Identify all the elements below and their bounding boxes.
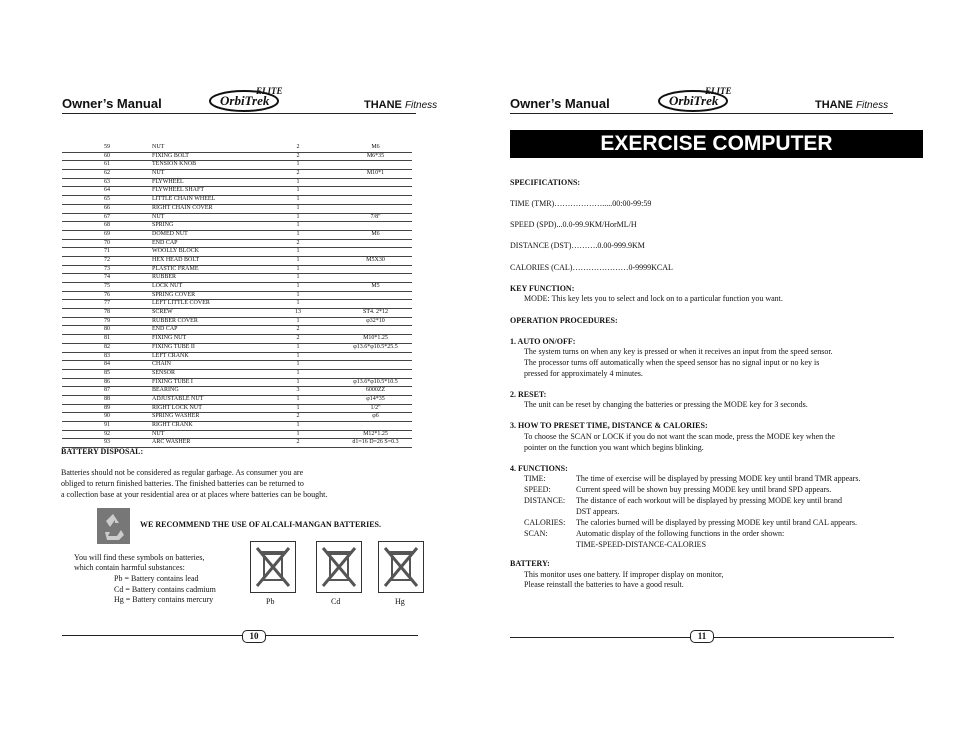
battery-text-2: obliged to return finished batteries. The finished batteries can be returned to <box>61 479 304 488</box>
parts-cell-name: FIXING BOLT <box>152 152 189 159</box>
parts-cell-no: 61 <box>104 161 110 168</box>
header-rule <box>62 113 416 114</box>
parts-cell-no: 69 <box>104 230 110 237</box>
parts-cell-name: LEFT CRANK <box>152 352 189 359</box>
table-row <box>62 318 412 327</box>
parts-cell-qty: 13 <box>295 309 301 316</box>
function-text: Current speed will be shown buy pressing MODE key until brand SPD appears. <box>576 485 832 494</box>
parts-cell-no: 92 <box>104 430 110 437</box>
header-rule <box>510 113 893 114</box>
parts-cell-spec: M12*1.25 <box>363 430 388 437</box>
parts-cell-spec: M10*1 <box>366 170 385 177</box>
function-label: TIME: <box>524 474 546 483</box>
battery-heading: BATTERY: <box>510 559 550 568</box>
parts-cell-name: END CAP <box>152 239 178 246</box>
table-row <box>62 170 412 179</box>
parts-cell-spec: M6*35 <box>366 152 385 159</box>
parts-cell-spec: 7/8" <box>370 213 381 220</box>
battery-disposal-heading: BATTERY DISPOSAL: <box>61 447 144 456</box>
table-row <box>62 231 412 240</box>
parts-cell-no: 62 <box>104 170 110 177</box>
table-row <box>62 370 412 379</box>
parts-cell-no: 74 <box>104 274 110 281</box>
table-row <box>62 405 412 414</box>
functions-list <box>524 473 860 550</box>
parts-cell-no: 71 <box>104 248 110 255</box>
parts-cell-no: 87 <box>104 387 110 394</box>
parts-cell-name: WOOLLY BLOCK <box>152 248 200 255</box>
parts-cell-qty: 2 <box>296 439 300 446</box>
parts-cell-name: NUT <box>152 144 165 150</box>
table-row <box>62 396 412 405</box>
parts-cell-spec <box>339 300 412 308</box>
parts-cell-spec: φ13.6*φ10.5*10.5 <box>353 378 398 385</box>
battery-text-1: This monitor uses one battery. If improper display on monitor, <box>524 570 724 579</box>
table-row <box>62 326 412 335</box>
parts-cell-no: 84 <box>104 361 110 368</box>
parts-cell-spec: 1/2" <box>370 404 381 411</box>
parts-cell-name: FIXING TUBE II <box>152 343 195 350</box>
symbols-text-1: You will find these symbols on batteries, <box>74 553 205 562</box>
crossed-bin-icon <box>250 541 296 593</box>
function-text: TIME-SPEED-DISTANCE-CALORIES <box>576 540 707 549</box>
auto-heading: 1. AUTO ON/OFF: <box>510 337 576 346</box>
parts-cell-spec <box>339 353 412 361</box>
table-row <box>62 214 412 223</box>
parts-cell-qty: 3 <box>296 387 300 394</box>
parts-cell-qty: 1 <box>296 161 300 168</box>
table-row <box>62 161 412 170</box>
parts-cell-spec <box>339 370 412 378</box>
preset-heading: 3. HOW TO PRESET TIME, DISTANCE & CALORIES: <box>510 421 708 430</box>
orbitrek-logo-icon <box>657 84 745 114</box>
parts-cell-no: 82 <box>104 343 110 350</box>
parts-cell-spec: φ13.6*φ10.5*25.5 <box>353 343 398 350</box>
parts-cell-name: NUT <box>152 170 165 177</box>
parts-cell-name: TENSION KNOB <box>152 161 197 168</box>
function-text: The time of exercise will be displayed by pressing MODE key until brand TMR appears. <box>576 474 861 483</box>
parts-cell-qty: 1 <box>296 343 300 350</box>
parts-cell-name: RIGHT CHAIN COVER <box>152 204 213 211</box>
table-row <box>62 422 412 431</box>
parts-cell-name: FIXING TUBE I <box>152 378 193 385</box>
table-row <box>62 361 412 370</box>
parts-cell-spec <box>339 361 412 369</box>
svg-text:ELITE: ELITE <box>256 86 283 96</box>
parts-cell-qty: 2 <box>296 335 300 342</box>
pb-line: Pb = Battery contains lead <box>114 574 199 583</box>
parts-cell-qty: 1 <box>296 265 300 272</box>
parts-cell-qty: 1 <box>296 291 300 298</box>
parts-cell-no: 78 <box>104 309 110 316</box>
parts-cell-qty: 1 <box>296 213 300 220</box>
function-item <box>524 484 860 495</box>
preset-text-2: pointer on the function you want which begins blinking. <box>524 443 704 452</box>
parts-cell-name: END CAP <box>152 326 178 333</box>
battery-text-2: Please reinstall the batteries to have a good result. <box>524 580 684 589</box>
table-row <box>62 153 412 162</box>
parts-cell-spec <box>339 196 412 204</box>
parts-cell-qty: 1 <box>296 369 300 376</box>
parts-cell-name: CHAIN <box>152 361 171 368</box>
battery-text-3: a collection base at your residential area or at places where batteries can be bought. <box>61 490 328 499</box>
parts-cell-no: 76 <box>104 291 110 298</box>
parts-cell-spec: M5X30 <box>366 256 385 263</box>
table-row <box>62 431 412 440</box>
recycle-icon <box>97 508 130 544</box>
parts-cell-qty: 1 <box>296 300 300 307</box>
reset-heading: 2. RESET: <box>510 390 547 399</box>
bin-label-hg: Hg <box>395 597 405 606</box>
table-row <box>62 300 412 309</box>
parts-cell-qty: 1 <box>296 422 300 428</box>
bin-label-pb: Pb <box>266 597 275 606</box>
spec-calories: CALORIES (CAL)…………………0-9999KCAL <box>510 263 673 272</box>
functions-heading: 4. FUNCTIONS: <box>510 464 568 473</box>
page-title: EXERCISE COMPUTER <box>510 130 923 158</box>
parts-cell-spec: M6 <box>371 144 380 150</box>
table-row <box>62 413 412 422</box>
parts-cell-no: 91 <box>104 422 110 428</box>
parts-cell-spec: φ6 <box>372 413 379 420</box>
table-row <box>62 248 412 257</box>
bin-label-cd: Cd <box>331 597 341 606</box>
recommend-text: WE RECOMMEND THE USE OF ALCALI-MANGAN BATTERIES. <box>140 520 381 529</box>
parts-cell-spec <box>339 326 412 334</box>
parts-table <box>62 144 412 448</box>
parts-cell-spec <box>339 205 412 213</box>
auto-text-2: The processor turns off automatically when the speed sensor has no signal input or no key is <box>524 358 820 367</box>
parts-cell-name: PLASTIC FRAME <box>152 265 199 272</box>
parts-cell-no: 90 <box>104 413 110 420</box>
function-text: The distance of each workout will be displayed by pressing MODE key until brand <box>576 496 842 505</box>
parts-cell-name: LITTLE CHAIN WHEEL <box>152 196 216 203</box>
parts-cell-qty: 1 <box>296 378 300 385</box>
table-row <box>62 222 412 231</box>
orbitrek-logo-icon <box>208 84 296 114</box>
table-row <box>62 266 412 275</box>
hg-line: Hg = Battery contains mercury <box>114 595 214 604</box>
parts-cell-name: DOMED NUT <box>152 230 188 237</box>
page-number: 11 <box>690 630 714 643</box>
key-function-heading: KEY FUNCTION: <box>510 284 575 293</box>
parts-cell-no: 83 <box>104 352 110 359</box>
parts-cell-name: LEFT LITTLE COVER <box>152 300 210 307</box>
parts-cell-name: SENSOR <box>152 369 176 376</box>
parts-cell-name: HEX HEAD BOLT <box>152 256 200 263</box>
parts-cell-no: 65 <box>104 196 110 203</box>
parts-cell-spec: d1=16 D=26 S=0.3 <box>352 439 399 446</box>
parts-cell-qty: 1 <box>296 352 300 359</box>
table-row <box>62 292 412 301</box>
parts-cell-name: RUBBER <box>152 274 177 281</box>
svg-text:ELITE: ELITE <box>705 86 732 96</box>
parts-cell-name: FLYWHEEL <box>152 178 184 185</box>
cd-line: Cd = Battery contains cadmium <box>114 585 216 594</box>
parts-cell-qty: 1 <box>296 283 300 289</box>
battery-text-1: Batteries should not be considered as regular garbage. As consumer you are <box>61 468 304 477</box>
parts-cell-qty: 1 <box>296 196 300 203</box>
parts-cell-no: 85 <box>104 369 110 376</box>
table-row <box>62 283 412 292</box>
parts-cell-spec <box>339 222 412 230</box>
table-row <box>62 353 412 362</box>
svg-text:OrbiTrek: OrbiTrek <box>669 93 719 108</box>
table-row <box>62 309 412 318</box>
crossed-bin-icon <box>378 541 424 593</box>
parts-cell-no: 63 <box>104 178 110 185</box>
function-label: SPEED: <box>524 485 551 494</box>
parts-cell-no: 73 <box>104 265 110 272</box>
parts-cell-qty: 1 <box>296 187 300 194</box>
auto-text-1: The system turns on when any key is pressed or when it receives an input from the speed sensor. <box>524 347 833 356</box>
parts-cell-spec: M5 <box>371 283 380 289</box>
parts-cell-no: 86 <box>104 378 110 385</box>
parts-cell-no: 88 <box>104 395 110 402</box>
parts-cell-spec: M10*1.25 <box>363 335 388 342</box>
parts-cell-qty: 1 <box>296 361 300 368</box>
table-row <box>62 205 412 214</box>
parts-cell-qty: 1 <box>296 178 300 185</box>
parts-cell-qty: 1 <box>296 395 300 402</box>
parts-cell-name: NUT <box>152 213 165 220</box>
function-text: Automatic display of the following functions in the order shown: <box>576 529 785 538</box>
table-row <box>62 240 412 249</box>
footer-rule <box>62 635 418 636</box>
parts-cell-no: 77 <box>104 300 110 307</box>
parts-cell-qty: 2 <box>296 326 300 333</box>
parts-cell-qty: 1 <box>296 256 300 263</box>
table-row <box>62 274 412 283</box>
parts-cell-no: 89 <box>104 404 110 411</box>
table-row <box>62 144 412 153</box>
parts-cell-no: 72 <box>104 256 110 263</box>
brand-thane: THANE Fitness <box>815 99 889 111</box>
parts-cell-no: 64 <box>104 187 110 194</box>
parts-cell-name: SCREW <box>152 309 173 316</box>
parts-cell-qty: 1 <box>296 230 300 237</box>
table-row <box>62 344 412 353</box>
parts-cell-name: ARC WASHER <box>152 439 191 446</box>
parts-cell-no: 67 <box>104 213 110 220</box>
function-text: DST appears. <box>576 507 620 516</box>
parts-cell-spec: M6 <box>371 230 380 237</box>
function-label: CALORIES: <box>524 518 566 527</box>
parts-cell-name: SPRING COVER <box>152 291 196 298</box>
parts-cell-no: 93 <box>104 439 110 446</box>
header-title: Owner’s Manual <box>62 96 162 111</box>
parts-cell-spec <box>339 292 412 300</box>
parts-cell-spec: 6000ZZ <box>365 387 386 394</box>
function-item <box>524 495 860 506</box>
parts-cell-name: FIXING NUT <box>152 335 187 342</box>
table-row <box>62 379 412 388</box>
parts-cell-qty: 1 <box>296 274 300 281</box>
parts-cell-name: SPRING WASHER <box>152 413 200 420</box>
parts-cell-no: 68 <box>104 222 110 229</box>
parts-cell-name: SPRING <box>152 222 174 229</box>
table-row <box>62 257 412 266</box>
function-label: DISTANCE: <box>524 496 566 505</box>
function-item <box>524 539 860 550</box>
parts-cell-no: 66 <box>104 204 110 211</box>
parts-cell-no: 81 <box>104 335 110 342</box>
function-item <box>524 528 860 539</box>
parts-cell-no: 59 <box>104 144 110 150</box>
key-function-text: MODE: This key lets you to select and lock on to a particular function you want. <box>524 294 783 303</box>
parts-cell-name: ADJUSTABLE NUT <box>152 395 204 402</box>
table-row <box>62 335 412 344</box>
parts-cell-no: 75 <box>104 283 110 289</box>
parts-cell-name: NUT <box>152 430 165 437</box>
parts-cell-spec <box>339 240 412 248</box>
parts-cell-qty: 1 <box>296 222 300 229</box>
parts-cell-spec <box>339 161 412 169</box>
table-row <box>62 387 412 396</box>
reset-text: The unit can be reset by changing the batteries or pressing the MODE key for 3 seconds. <box>524 400 808 409</box>
parts-cell-spec: φ32*10 <box>366 317 385 324</box>
parts-cell-qty: 2 <box>296 239 300 246</box>
parts-cell-spec <box>339 266 412 274</box>
svg-text:OrbiTrek: OrbiTrek <box>220 93 270 108</box>
parts-cell-spec <box>339 187 412 195</box>
spec-distance: DISTANCE (DST)……….0.00-999.9KM <box>510 241 645 250</box>
parts-cell-qty: 1 <box>296 248 300 255</box>
table-row <box>62 187 412 196</box>
crossed-bin-icon <box>316 541 362 593</box>
function-item <box>524 506 860 517</box>
parts-cell-spec: φ14*35 <box>366 395 385 402</box>
spec-speed: SPEED (SPD)...0.0-99.9KM/HorML/H <box>510 220 637 229</box>
function-item <box>524 517 860 528</box>
page-number: 10 <box>242 630 266 643</box>
parts-cell-spec <box>339 422 412 430</box>
parts-cell-name: FLYWHEEL SHAFT <box>152 187 205 194</box>
parts-cell-name: RIGHT LOCK NUT <box>152 404 202 411</box>
parts-cell-qty: 2 <box>296 144 300 150</box>
parts-cell-no: 70 <box>104 239 110 246</box>
parts-cell-spec <box>339 248 412 256</box>
parts-cell-qty: 2 <box>296 152 300 159</box>
function-label: SCAN: <box>524 529 548 538</box>
spec-time: TIME (TMR)……………….....00:00-99:59 <box>510 199 652 208</box>
parts-cell-name: LOCK NUT <box>152 283 183 289</box>
operation-heading: OPERATION PROCEDURES: <box>510 316 618 325</box>
parts-cell-qty: 1 <box>296 404 300 411</box>
header-title: Owner’s Manual <box>510 96 610 111</box>
function-item <box>524 473 860 484</box>
parts-cell-no: 60 <box>104 152 110 159</box>
parts-cell-qty: 1 <box>296 204 300 211</box>
table-row <box>62 196 412 205</box>
parts-cell-spec <box>339 179 412 187</box>
preset-text-1: To choose the SCAN or LOCK if you do not want the scan mode, press the MODE key when the <box>524 432 835 441</box>
brand-thane: THANE Fitness <box>364 99 438 111</box>
parts-cell-name: RIGHT CRANK <box>152 422 193 428</box>
auto-text-3: pressed for approximately 4 minutes. <box>524 369 643 378</box>
spec-heading: SPECIFICATIONS: <box>510 178 581 187</box>
table-row <box>62 179 412 188</box>
parts-cell-name: BEARING <box>152 387 179 394</box>
parts-cell-qty: 2 <box>296 413 300 420</box>
right-page <box>477 0 954 738</box>
parts-cell-qty: 2 <box>296 170 300 177</box>
parts-cell-name: RUBBER COVER <box>152 317 198 324</box>
parts-cell-qty: 1 <box>296 317 300 324</box>
symbols-text-2: which contain harmful substances: <box>74 563 185 572</box>
parts-cell-spec: ST4. 2*12 <box>362 309 388 316</box>
function-text: The calories burned will be displayed by pressing MODE key until brand CAL appears. <box>576 518 857 527</box>
parts-cell-no: 80 <box>104 326 110 333</box>
parts-cell-spec <box>339 274 412 282</box>
parts-cell-qty: 1 <box>296 430 300 437</box>
parts-cell-no: 79 <box>104 317 110 324</box>
